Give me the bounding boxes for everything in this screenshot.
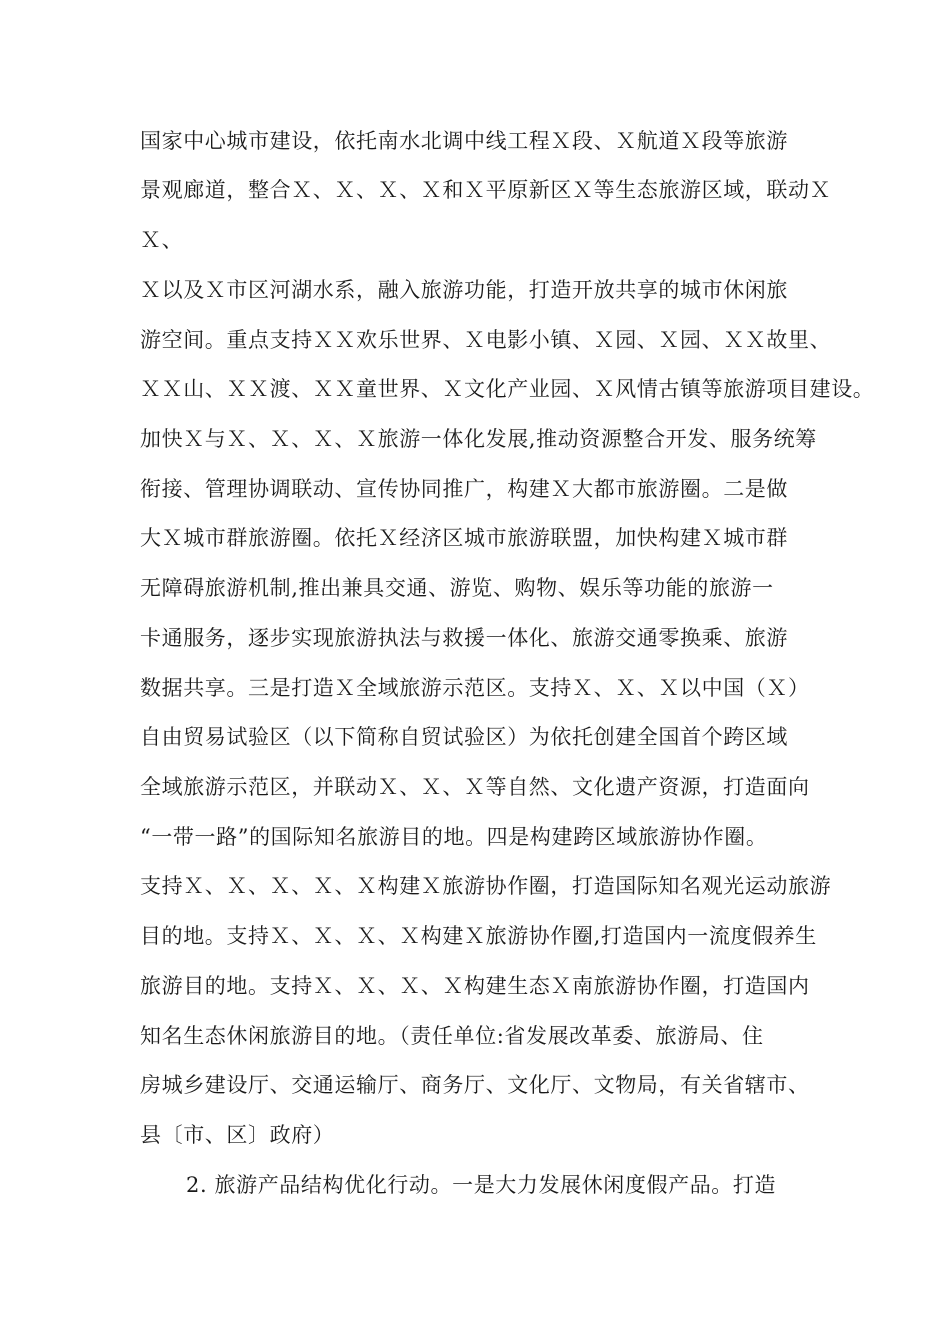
text-line-16: 支持Ｘ、Ｘ、Ｘ、Ｘ、Ｘ构建Ｘ旅游协作圈，打造国际知名观光运动旅游 bbox=[140, 874, 832, 898]
text-line-12: 数据共享。三是打造Ｘ全域旅游示范区。支持Ｘ、Ｘ、Ｘ以中国（Ｘ） bbox=[140, 676, 810, 700]
text-line-5: 游空间。重点支持ＸＸ欢乐世界、Ｘ电影小镇、Ｘ园、Ｘ园、ＸＸ故里、 bbox=[140, 328, 832, 352]
text-line-8: 衔接、管理协调联动、宣传协同推广，构建Ｘ大都市旅游圈。二是做 bbox=[140, 477, 788, 501]
text-line-13: 自由贸易试验区（以下简称自贸试验区）为依托创建全国首个跨区域 bbox=[140, 725, 788, 749]
text-line-6: ＸＸ山、ＸＸ渡、ＸＸ童世界、Ｘ文化产业园、Ｘ风情古镇等旅游项目建设。 bbox=[140, 377, 875, 401]
text-line-1: 国家中心城市建设，依托南水北调中线工程Ｘ段、Ｘ航道Ｘ段等旅游 bbox=[140, 129, 788, 153]
text-line-9: 大Ｘ城市群旅游圈。依托Ｘ经济区城市旅游联盟，加快构建Ｘ城市群 bbox=[140, 526, 788, 550]
text-line-21: 县〔市、区〕政府） bbox=[140, 1123, 335, 1147]
text-line-14: 全域旅游示范区，并联动Ｘ、Ｘ、Ｘ等自然、文化遗产资源，打造面向 bbox=[140, 775, 810, 799]
text-line-19: 知名生态休闲旅游目的地。（责任单位:省发展改革委、旅游局、住 bbox=[140, 1024, 764, 1048]
text-line-20: 房城乡建设厅、交通运输厅、商务厅、文化厅、文物局，有关省辖市、 bbox=[140, 1073, 810, 1097]
text-line-11: 卡通服务，逐步实现旅游执法与救援一体化、旅游交通零换乘、旅游 bbox=[140, 626, 788, 650]
text-line-17: 目的地。支持Ｘ、Ｘ、Ｘ、Ｘ构建Ｘ旅游协作圈,打造国内一流度假养生 bbox=[140, 924, 817, 948]
text-line-18: 旅游目的地。支持Ｘ、Ｘ、Ｘ、Ｘ构建生态Ｘ南旅游协作圈，打造国内 bbox=[140, 974, 810, 998]
text-line-7: 加快Ｘ与Ｘ、Ｘ、Ｘ、Ｘ旅游一体化发展,推动资源整合开发、服务统筹 bbox=[140, 427, 817, 451]
text-line-15: “一带一路”的国际知名旅游目的地。四是构建跨区域旅游协作圈。 bbox=[140, 825, 768, 849]
text-line-22: 2. 旅游产品结构优化行动。一是大力发展休闲度假产品。打造 bbox=[186, 1173, 777, 1197]
text-line-10: 无障碍旅游机制,推出兼具交通、游览、购物、娱乐等功能的旅游一 bbox=[140, 576, 774, 600]
text-line-2: 景观廊道，整合Ｘ、Ｘ、Ｘ、Ｘ和Ｘ平原新区Ｘ等生态旅游区域，联动Ｘ bbox=[140, 178, 832, 202]
text-line-4: Ｘ以及Ｘ市区河湖水系，融入旅游功能，打造开放共享的城市休闲旅 bbox=[140, 278, 788, 302]
text-line-3: Ｘ、 bbox=[140, 228, 184, 252]
